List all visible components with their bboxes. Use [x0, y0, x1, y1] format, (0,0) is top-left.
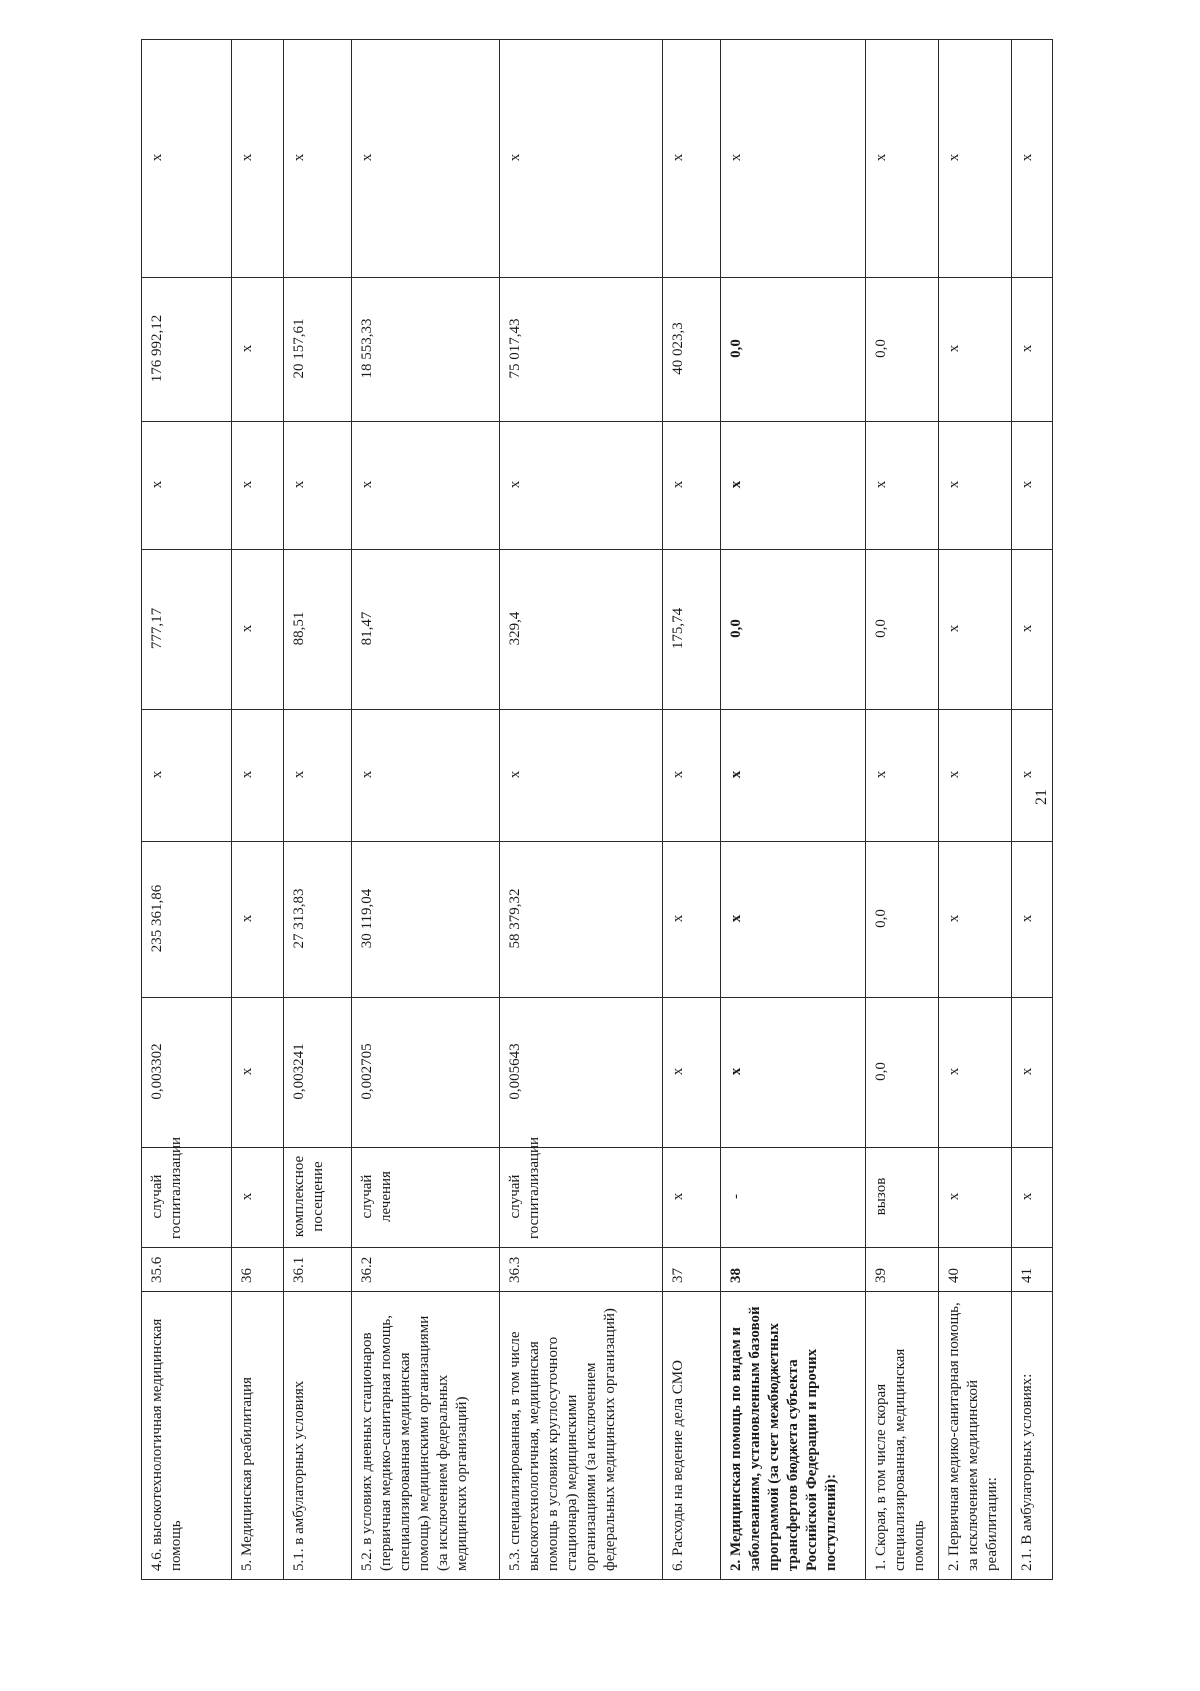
- value-cell-c3: x: [663, 710, 721, 842]
- value-cell-c1: x: [1012, 998, 1053, 1148]
- value-cell-c5: x: [500, 422, 663, 550]
- table-row: [721, 40, 866, 1580]
- value-cell-c3: x: [500, 710, 663, 842]
- row-name-cell: 6. Расходы на ведение дела СМО: [663, 1292, 721, 1580]
- value-cell-c4: 81,47: [352, 550, 500, 710]
- value-cell-c1: 0,003302: [142, 998, 232, 1148]
- table-row: [283, 40, 352, 1580]
- table-row: [1012, 40, 1053, 1580]
- row-name-cell: 2.1. В амбулаторных условиях:: [1012, 1292, 1053, 1580]
- value-cell-c6: 20 157,61: [283, 278, 352, 422]
- value-cell-c1: 0,002705: [352, 998, 500, 1148]
- medical-care-table: [141, 39, 1053, 1580]
- value-cell-c6: 40 023,3: [663, 278, 721, 422]
- value-cell-c3: x: [142, 710, 232, 842]
- value-cell-c5: x: [283, 422, 352, 550]
- value-cell-c4: 777,17: [142, 550, 232, 710]
- table-row: [939, 40, 1012, 1580]
- unit-cell: x: [663, 1148, 721, 1248]
- value-cell-c3: x: [232, 710, 284, 842]
- value-cell-c6: 0,0: [866, 278, 939, 422]
- row-number-cell: 35.6: [142, 1248, 232, 1292]
- table-row: [663, 40, 721, 1580]
- value-cell-c7: x: [283, 40, 352, 278]
- value-cell-c7: x: [939, 40, 1012, 278]
- value-cell-c7: x: [142, 40, 232, 278]
- row-number-cell: 40: [939, 1248, 1012, 1292]
- value-cell-c4: 0,0: [721, 550, 866, 710]
- row-number-cell: 36.1: [283, 1248, 352, 1292]
- value-cell-c2: x: [1012, 842, 1053, 998]
- value-cell-c7: x: [721, 40, 866, 278]
- row-name-cell: 5.2. в условиях дневных стационаров (первичная медико-санитарная помощь, специализированная медицинская помощь) медицинскими организациями (за исключением федеральных медицинских организаций): [352, 1292, 500, 1580]
- row-number-cell: 36.3: [500, 1248, 663, 1292]
- row-number-cell: 37: [663, 1248, 721, 1292]
- unit-cell: случай госпитализации: [142, 1148, 232, 1248]
- value-cell-c4: x: [232, 550, 284, 710]
- unit-cell: x: [1012, 1148, 1053, 1248]
- row-number-cell: 39: [866, 1248, 939, 1292]
- unit-cell: x: [939, 1148, 1012, 1248]
- row-name-cell: 4.6. высокотехнологичная медицинская помощь: [142, 1292, 232, 1580]
- table-row: [500, 40, 663, 1580]
- value-cell-c6: x: [1012, 278, 1053, 422]
- row-name-cell: 5.3. специализированная, в том числе высокотехнологичная, медицинская помощь в условиях круглосуточного стационара) медицинскими организациями (за исключением федеральных медицинских организаций): [500, 1292, 663, 1580]
- value-cell-c2: x: [721, 842, 866, 998]
- value-cell-c4: 175,74: [663, 550, 721, 710]
- value-cell-c3: x: [352, 710, 500, 842]
- value-cell-c5: x: [352, 422, 500, 550]
- value-cell-c1: 0,0: [866, 998, 939, 1148]
- unit-cell: x: [232, 1148, 284, 1248]
- value-cell-c3: x: [1012, 710, 1053, 842]
- unit-cell: вызов: [866, 1148, 939, 1248]
- table-row: [866, 40, 939, 1580]
- value-cell-c1: x: [939, 998, 1012, 1148]
- value-cell-c3: x: [283, 710, 352, 842]
- value-cell-c4: 88,51: [283, 550, 352, 710]
- table-body: [142, 40, 1053, 1580]
- value-cell-c6: 75 017,43: [500, 278, 663, 422]
- value-cell-c5: x: [939, 422, 1012, 550]
- row-name-cell: 5. Медицинская реабилитация: [232, 1292, 284, 1580]
- row-name-cell: 2. Медицинская помощь по видам и заболеваниям, установленным базовой программой (за счет межбюджетных трансфертов бюджета субъекта Российской Федерации и прочих поступлений):: [721, 1292, 866, 1580]
- value-cell-c5: x: [142, 422, 232, 550]
- value-cell-c2: x: [663, 842, 721, 998]
- value-cell-c3: x: [721, 710, 866, 842]
- table-row: [352, 40, 500, 1580]
- value-cell-c4: 329,4: [500, 550, 663, 710]
- value-cell-c4: x: [939, 550, 1012, 710]
- row-name-cell: 2. Первичная медико-санитарная помощь, за исключением медицинской реабилитации:: [939, 1292, 1012, 1580]
- row-number-cell: 36: [232, 1248, 284, 1292]
- value-cell-c1: x: [232, 998, 284, 1148]
- row-number-cell: 38: [721, 1248, 866, 1292]
- value-cell-c6: x: [232, 278, 284, 422]
- value-cell-c2: x: [232, 842, 284, 998]
- value-cell-c6: 18 553,33: [352, 278, 500, 422]
- value-cell-c2: 235 361,86: [142, 842, 232, 998]
- row-name-cell: 5.1. в амбулаторных условиях: [283, 1292, 352, 1580]
- value-cell-c3: x: [866, 710, 939, 842]
- value-cell-c1: 0,005643: [500, 998, 663, 1148]
- value-cell-c5: x: [866, 422, 939, 550]
- value-cell-c7: x: [352, 40, 500, 278]
- value-cell-c1: 0,003241: [283, 998, 352, 1148]
- value-cell-c4: x: [1012, 550, 1053, 710]
- value-cell-c7: x: [866, 40, 939, 278]
- value-cell-c1: x: [663, 998, 721, 1148]
- value-cell-c5: x: [663, 422, 721, 550]
- value-cell-c2: 30 119,04: [352, 842, 500, 998]
- value-cell-c7: x: [1012, 40, 1053, 278]
- value-cell-c2: 0,0: [866, 842, 939, 998]
- value-cell-c2: x: [939, 842, 1012, 998]
- value-cell-c5: x: [1012, 422, 1053, 550]
- value-cell-c3: x: [939, 710, 1012, 842]
- rotated-table-container: [141, 40, 1053, 1580]
- page-number: 21: [1033, 789, 1050, 805]
- row-name-cell: 1. Скорая, в том числе скорая специализированная, медицинская помощь: [866, 1292, 939, 1580]
- value-cell-c7: x: [663, 40, 721, 278]
- value-cell-c7: x: [500, 40, 663, 278]
- unit-cell: комплексное посещение: [283, 1148, 352, 1248]
- value-cell-c7: x: [232, 40, 284, 278]
- row-number-cell: 36.2: [352, 1248, 500, 1292]
- table-row: [142, 40, 232, 1580]
- value-cell-c1: x: [721, 998, 866, 1148]
- value-cell-c6: 176 992,12: [142, 278, 232, 422]
- value-cell-c4: 0,0: [866, 550, 939, 710]
- value-cell-c2: 58 379,32: [500, 842, 663, 998]
- value-cell-c6: 0,0: [721, 278, 866, 422]
- value-cell-c2: 27 313,83: [283, 842, 352, 998]
- row-number-cell: 41: [1012, 1248, 1053, 1292]
- value-cell-c5: x: [232, 422, 284, 550]
- unit-cell: -: [721, 1148, 866, 1248]
- unit-cell: случай лечения: [352, 1148, 500, 1248]
- value-cell-c5: x: [721, 422, 866, 550]
- table-row: [232, 40, 284, 1580]
- value-cell-c6: x: [939, 278, 1012, 422]
- unit-cell: случай госпитализации: [500, 1148, 663, 1248]
